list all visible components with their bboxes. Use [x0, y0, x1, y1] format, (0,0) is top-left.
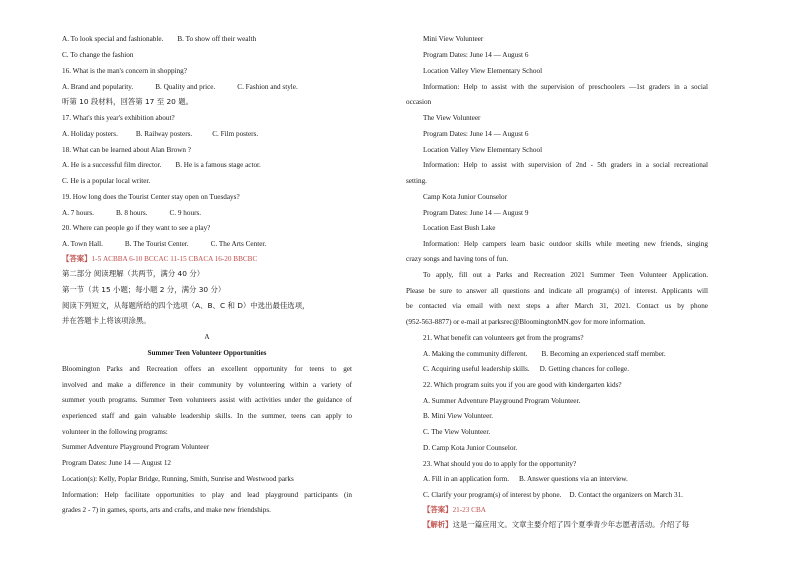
q19-options-row	[62, 208, 201, 218]
question-18: 18. What can be learned about Alan Brown ?	[62, 146, 191, 154]
passage-letter: A	[204, 333, 210, 341]
q17-option-a: A. Holiday posters.	[62, 130, 118, 138]
analysis-line	[423, 520, 689, 530]
q18-options-row	[62, 160, 261, 170]
program-4-info-line-1: Information: Help campers learn basic outdoor skills while meeting new friends, singing	[423, 240, 708, 248]
q23-option-a: A. Fill in an application form.	[423, 475, 510, 483]
program-4-location: Location East Bush Lake	[423, 224, 496, 232]
q18-option-b: B. He is a famous stage actor.	[175, 161, 261, 169]
q23-option-c: C. Clarify your program(s) of interest by phone.	[423, 491, 562, 499]
passage-para-line-3: summer youth programs. Summer Teen volunteers assist with activities under the guidance of	[62, 396, 352, 404]
q19-option-b: B. 8 hours.	[115, 209, 148, 217]
q21-option-a: A. Making the community different.	[423, 350, 528, 358]
apply-line-1: To apply, fill out a Parks and Recreation 2021 Summer Teen Volunteer Application.	[423, 271, 708, 279]
q15-option-b: B. To show off their wealth	[177, 35, 257, 43]
question-22: 22. Which program suits you if you are good with kindergarten kids?	[423, 381, 622, 389]
q17-option-b: B. Railway posters.	[135, 130, 193, 138]
audio-instruction: 听第 10 段材料，回答第 17 至 20 题。	[62, 97, 193, 106]
q18-option-a: A. He is a successful film director.	[62, 161, 162, 169]
q22-option-a: A. Summer Adventure Playground Program Volunteer.	[423, 397, 581, 405]
q21-options-row-1	[423, 349, 666, 359]
apply-line-3: be contacted via email with next steps a after March 31, 2021. Contact us by phone	[406, 302, 708, 310]
program-4-info-line-2: crazy songs and having tons of fun.	[406, 255, 509, 263]
q16-options-row	[62, 82, 298, 92]
q21-options-row-2	[423, 364, 629, 374]
q20-options-row	[62, 239, 266, 249]
program-1-name: Summer Adventure Playground Program Volunteer	[62, 443, 210, 451]
program-3-info-line-1: Information: Help to assist with supervision of 2nd - 5th graders in a social recreational	[423, 161, 708, 169]
question-16: 16. What is the man's concern in shopping?	[62, 67, 187, 75]
program-1-location: Location(s): Kelly, Poplar Bridge, Running, Smith, Sunrise and Westwood parks	[62, 475, 294, 483]
program-4-dates: Program Dates: June 14 — August 9	[423, 209, 529, 217]
q21-option-d: D. Getting chances for college.	[539, 365, 630, 373]
program-3-location: Location Valley View Elementary School	[423, 146, 543, 154]
q16-option-c: C. Fashion and style.	[237, 83, 298, 91]
q19-option-a: A. 7 hours.	[62, 209, 94, 217]
question-19: 19. How long does the Tourist Center stay open on Tuesdays?	[62, 193, 240, 201]
answer-key: 1-5 ACBBA 6-10 BCCAC 11-15 CBACA 16-20 BBCBC	[91, 255, 258, 263]
q23-options-row-1	[423, 474, 628, 484]
question-20: 20. Where can people go if they want to see a play?	[62, 224, 211, 232]
q17-options-row	[62, 129, 258, 139]
program-4-name: Camp Kota Junior Counselor	[423, 193, 508, 201]
q16-option-a: A. Brand and popularity.	[62, 83, 134, 91]
answer-line-1-20	[62, 254, 257, 264]
question-17: 17. What's this year's exhibition about?	[62, 114, 175, 122]
program-3-dates: Program Dates: June 14 — August 6	[423, 130, 529, 138]
q15-option-c: C. To change the fashion	[62, 51, 134, 59]
question-21: 21. What benefit can volunteers get from the programs?	[423, 334, 584, 342]
q19-option-c: C. 9 hours.	[169, 209, 202, 217]
q22-option-d: D. Camp Kota Junior Counselor.	[423, 444, 518, 452]
passage-para-line-2: involved and make a difference in their community by volunteering within a variety of	[62, 381, 352, 389]
q23-option-b: B. Answer questions via an interview.	[519, 475, 628, 483]
program-2-location: Location Valley View Elementary School	[423, 67, 543, 75]
program-2-info-line-1: Information: Help to assist with the supervision of preschoolers —1st graders in a social	[423, 83, 708, 91]
apply-line-2: Please be sure to answer all questions and indicate all program(s) of interest. Applicants will	[406, 287, 708, 295]
q22-option-c: C. The View Volunteer.	[423, 428, 491, 436]
program-2-info-line-2: occasion	[406, 98, 432, 106]
q23-options-row-2	[423, 490, 683, 500]
program-3-info-line-2: setting.	[406, 177, 427, 185]
q22-option-b: B. Mini View Volunteer.	[423, 412, 494, 420]
answer-tag: 【答案】	[62, 254, 92, 263]
part-2-heading: 第二部分 阅读理解（共两节，满分 40 分）	[62, 269, 205, 278]
q20-option-b: B. The Tourist Center.	[124, 240, 189, 248]
section-1-heading: 第一节（共 15 小题；每小题 2 分，满分 30 分）	[62, 285, 226, 294]
passage-para-line-1: Bloomington Parks and Recreation offers an excellent opportunity for teens to get	[62, 365, 352, 373]
answer-line-21-23	[423, 505, 486, 515]
q18-option-c: C. He is a popular local writer.	[62, 177, 151, 185]
q17-option-c: C. Film posters.	[212, 130, 259, 138]
q16-option-b: B. Quality and price.	[155, 83, 216, 91]
passage-para-line-4: experienced staff and gain valuable leadership skills. In the summer, teens can apply to	[62, 412, 352, 420]
question-23: 23. What should you do to apply for the opportunity?	[423, 460, 577, 468]
program-2-dates: Program Dates: June 14 — August 6	[423, 51, 529, 59]
q20-option-c: C. The Arts Center.	[210, 240, 267, 248]
passage-para-line-5: volunteer in the following programs:	[62, 428, 168, 436]
reading-instruction-line-1: 阅读下列短文，从每题所给的四个选项（A、B、C 和 D）中选出最佳选项，	[62, 301, 310, 310]
program-3-name: The View Volunteer	[423, 114, 481, 122]
q23-option-d: D. Contact the organizers on March 31.	[569, 491, 683, 499]
analysis-text: 这是一篇应用文。文章主要介绍了四个夏季青少年志愿者活动。介绍了每	[452, 520, 690, 529]
passage-title: Summer Teen Volunteer Opportunities	[147, 349, 267, 357]
q21-option-b: B. Becoming an experienced staff member.	[541, 350, 666, 358]
q20-option-a: A. Town Hall.	[62, 240, 103, 248]
program-1-info-line-1: Information: Help facilitate opportunities to play and lead playground participants (in	[62, 491, 352, 499]
apply-line-4: (952-563-8877) or e-mail at parksrec@BloomingtonMN.gov for more information.	[406, 318, 646, 326]
program-1-info-line-2: grades 2 - 7) in games, sports, arts and crafts, and make new friendships.	[62, 506, 271, 514]
program-1-dates: Program Dates: June 14 — August 12	[62, 459, 172, 467]
program-2-name: Mini View Volunteer	[423, 35, 484, 43]
q21-option-c: C. Acquiring useful leadership skills.	[423, 365, 530, 373]
answer-tag: 【答案】	[423, 505, 453, 514]
answer-key: 21-23 CBA	[452, 506, 486, 514]
q15-options-row	[62, 34, 256, 44]
q15-option-a: A. To look special and fashionable.	[62, 35, 164, 43]
analysis-tag: 【解析】	[423, 520, 453, 529]
reading-instruction-line-2: 并在答题卡上将该项涂黑。	[62, 316, 151, 325]
